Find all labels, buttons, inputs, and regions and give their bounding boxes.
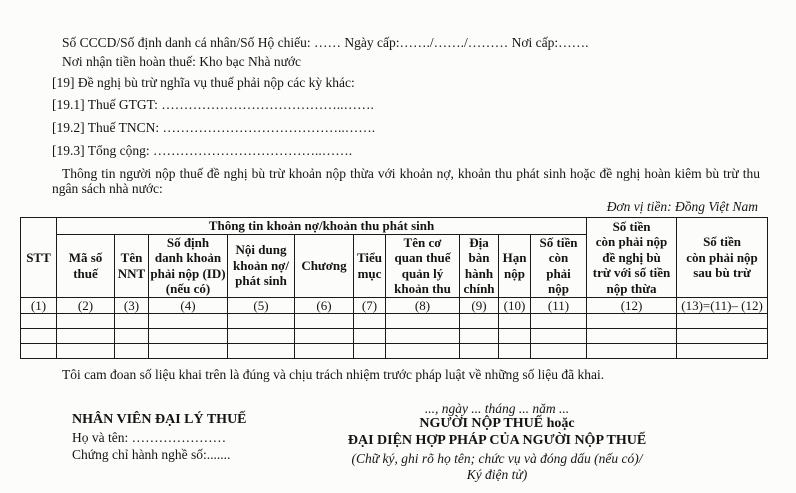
table-cell xyxy=(115,328,149,343)
group-header-debt-info: Thông tin khoản nợ/khoản thu phát sinh xyxy=(57,218,587,235)
table-cell xyxy=(57,313,115,328)
table-cell xyxy=(354,313,386,328)
col-header-debt-content: Nội dung khoản nợ/ phát sinh xyxy=(228,234,295,297)
table-cell xyxy=(149,313,228,328)
table-cell xyxy=(115,343,149,358)
column-number-9: (9) xyxy=(460,297,499,313)
signature-date-line: ..., ngày ... tháng ... năm ... xyxy=(424,401,570,416)
offset-request-title: [19] Đề nghị bù trừ nghĩa vụ thuế phải nộp các kỳ khác: xyxy=(52,75,355,90)
table-cell xyxy=(228,313,295,328)
table-cell xyxy=(149,328,228,343)
column-number-10: (10) xyxy=(499,297,531,313)
agent-certificate-field: Chứng chỉ hành nghề số:....... xyxy=(72,447,231,462)
table-cell xyxy=(677,328,768,343)
table-cell xyxy=(354,328,386,343)
signature-note-line-1: (Chữ ký, ghi rõ họ tên; chức vụ và đóng dấu (nếu có)/ xyxy=(351,451,643,466)
table-cell xyxy=(386,313,460,328)
table-cell xyxy=(295,313,354,328)
table-cell xyxy=(21,313,57,328)
offset-pit-line: [19.2] Thuế TNCN: …………………………………..……. xyxy=(52,120,376,135)
col-header-due-date: Hạn nộp xyxy=(499,234,531,297)
table-cell xyxy=(587,313,677,328)
column-number-12: (12) xyxy=(587,297,677,313)
declaration-statement: Tôi cam đoan số liệu khai trên là đúng và chịu trách nhiệm trước pháp luật về những số liệu đã khai. xyxy=(62,367,605,382)
column-number-5: (5) xyxy=(228,297,295,313)
table-cell xyxy=(460,343,499,358)
taxpayer-title-line-1: NGƯỜI NỘP THUẾ hoặc xyxy=(419,416,575,431)
table-cell xyxy=(228,343,295,358)
col-header-offset-amount: Số tiền còn phải nộp đề nghị bù trừ với số tiền nộp thừa xyxy=(587,218,677,298)
col-header-chapter: Chương xyxy=(295,234,354,297)
table-body xyxy=(21,297,768,358)
table-cell xyxy=(386,328,460,343)
col-header-admin-area: Địa bàn hành chính xyxy=(460,234,499,297)
id-document-line: Số CCCD/Số định danh cá nhân/Số Hộ chiếu: …… Ngày cấp:……./……./……… Nơi cấp:……. xyxy=(62,35,589,50)
table-cell xyxy=(149,343,228,358)
taxpayer-title-line-2: ĐẠI DIỆN HỢP PHÁP CỦA NGƯỜI NỘP THUẾ xyxy=(347,433,647,448)
table-cell xyxy=(21,328,57,343)
table-cell xyxy=(587,328,677,343)
table-cell xyxy=(531,343,587,358)
table-cell xyxy=(499,343,531,358)
col-header-taxpayer-name: Tên NNT xyxy=(115,234,149,297)
col-header-stt: STT xyxy=(21,218,57,298)
table-cell xyxy=(295,343,354,358)
table-cell xyxy=(499,313,531,328)
table-cell xyxy=(677,343,768,358)
table-row xyxy=(21,343,768,358)
col-header-tax-code: Mã số thuế xyxy=(57,234,115,297)
signature-note-line-2: Ký điện tử) xyxy=(466,467,528,482)
column-number-2: (2) xyxy=(57,297,115,313)
table-row xyxy=(21,328,768,343)
agent-title: NHÂN VIÊN ĐẠI LÝ THUẾ xyxy=(72,412,247,427)
column-number-3: (3) xyxy=(115,297,149,313)
table-cell xyxy=(531,313,587,328)
table-cell xyxy=(354,343,386,358)
col-header-remaining-amount: Số tiền còn phải nộp xyxy=(531,234,587,297)
table-cell xyxy=(57,343,115,358)
offset-total-line: [19.3] Tổng cộng: ………………………………..……. xyxy=(52,143,353,158)
col-header-tax-authority: Tên cơ quan thuế quản lý khoản thu xyxy=(386,234,460,297)
offset-vat-line: [19.1] Thuế GTGT: …………………………………..……. xyxy=(52,97,374,112)
column-number-8: (8) xyxy=(386,297,460,313)
column-number-13: (13)=(11)– (12) xyxy=(677,297,768,313)
table-cell xyxy=(295,328,354,343)
column-number-7: (7) xyxy=(354,297,386,313)
offset-info-table xyxy=(20,217,768,359)
table-cell xyxy=(115,313,149,328)
table-row xyxy=(21,313,768,328)
column-number-4: (4) xyxy=(149,297,228,313)
col-header-payable-id: Số định danh khoản phải nộp (ID) (nếu có) xyxy=(150,234,226,296)
table-cell xyxy=(460,313,499,328)
column-number-6: (6) xyxy=(295,297,354,313)
currency-unit-note: Đơn vị tiền: Đồng Việt Nam xyxy=(606,199,758,214)
table-cell xyxy=(587,343,677,358)
table-cell xyxy=(499,328,531,343)
table-header-row-1 xyxy=(21,218,768,235)
table-cell xyxy=(677,313,768,328)
table-cell xyxy=(531,328,587,343)
refund-place-line: Nơi nhận tiền hoàn thuế: Kho bạc Nhà nước xyxy=(62,54,302,69)
table-cell xyxy=(57,328,115,343)
intro-paragraph: Thông tin người nộp thuế đề nghị bù trừ khoản nộp thừa với khoản nợ, khoản thu phát sinh hoặc đề nghị hoàn kiêm bù trừ thu ngân sách nhà nước: xyxy=(52,166,760,196)
table-cell xyxy=(460,328,499,343)
table-cell xyxy=(386,343,460,358)
column-number-1: (1) xyxy=(21,297,57,313)
table-cell xyxy=(228,328,295,343)
table-header xyxy=(21,218,768,298)
col-header-after-offset: Số tiền còn phải nộp sau bù trừ xyxy=(677,218,768,298)
agent-name-field: Họ và tên: ………………… xyxy=(72,430,227,445)
col-header-sub-item: Tiểu mục xyxy=(354,234,386,297)
column-number-11: (11) xyxy=(531,297,587,313)
column-number-row xyxy=(21,297,768,313)
table-cell xyxy=(21,343,57,358)
